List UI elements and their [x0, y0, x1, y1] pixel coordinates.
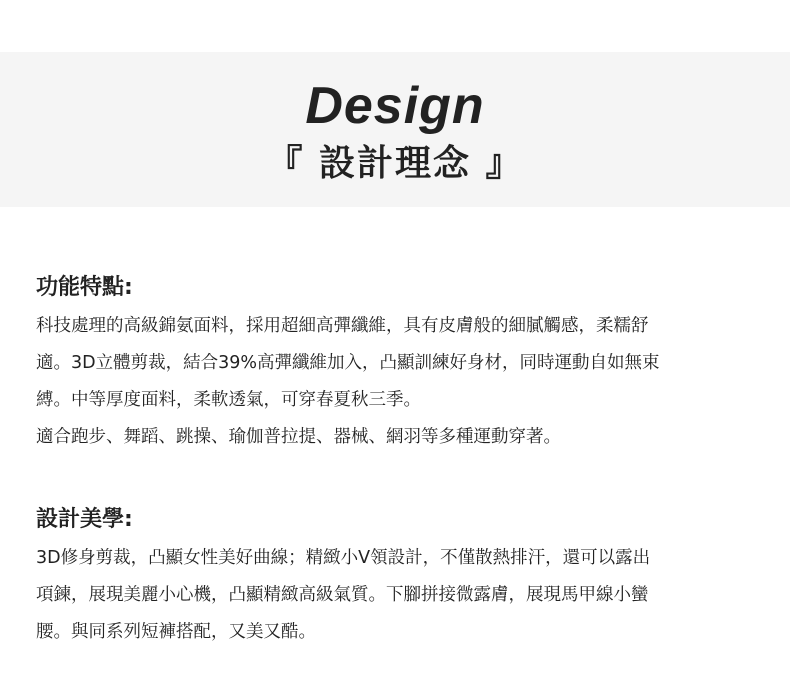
features-line: 適合跑步、舞蹈、跳操、瑜伽普拉提、器械、網羽等多種運動穿著。: [36, 427, 561, 447]
banner-title: Design: [305, 77, 485, 135]
features-line: 縛。中等厚度面料，柔軟透氣，可穿春夏秋三季。: [36, 390, 421, 410]
aesthetics-line: 3D修身剪裁，凸顯女性美好曲線；精緻小V領設計，不僅散熱排汗，還可以露出: [36, 548, 651, 568]
banner-subtitle: 『 設計理念 』: [266, 143, 524, 184]
features-section: [36, 274, 756, 456]
features-line: 科技處理的高級錦氨面料，採用超細高彈纖維，具有皮膚般的細膩觸感，柔糯舒: [36, 316, 649, 336]
aesthetics-section: [36, 506, 756, 651]
design-banner: [0, 52, 790, 207]
aesthetics-heading: 設計美學:: [36, 507, 133, 532]
aesthetics-line: 腰。與同系列短褲搭配，又美又酷。: [36, 622, 316, 642]
features-heading: 功能特點:: [36, 275, 133, 300]
features-line: 適。3D立體剪裁，結合39%高彈纖維加入，凸顯訓練好身材，同時運動自如無束: [36, 353, 660, 373]
aesthetics-line: 項鍊，展現美麗小心機，凸顯精緻高級氣質。下腳拼接微露膚，展現馬甲線小蠻: [36, 585, 649, 605]
